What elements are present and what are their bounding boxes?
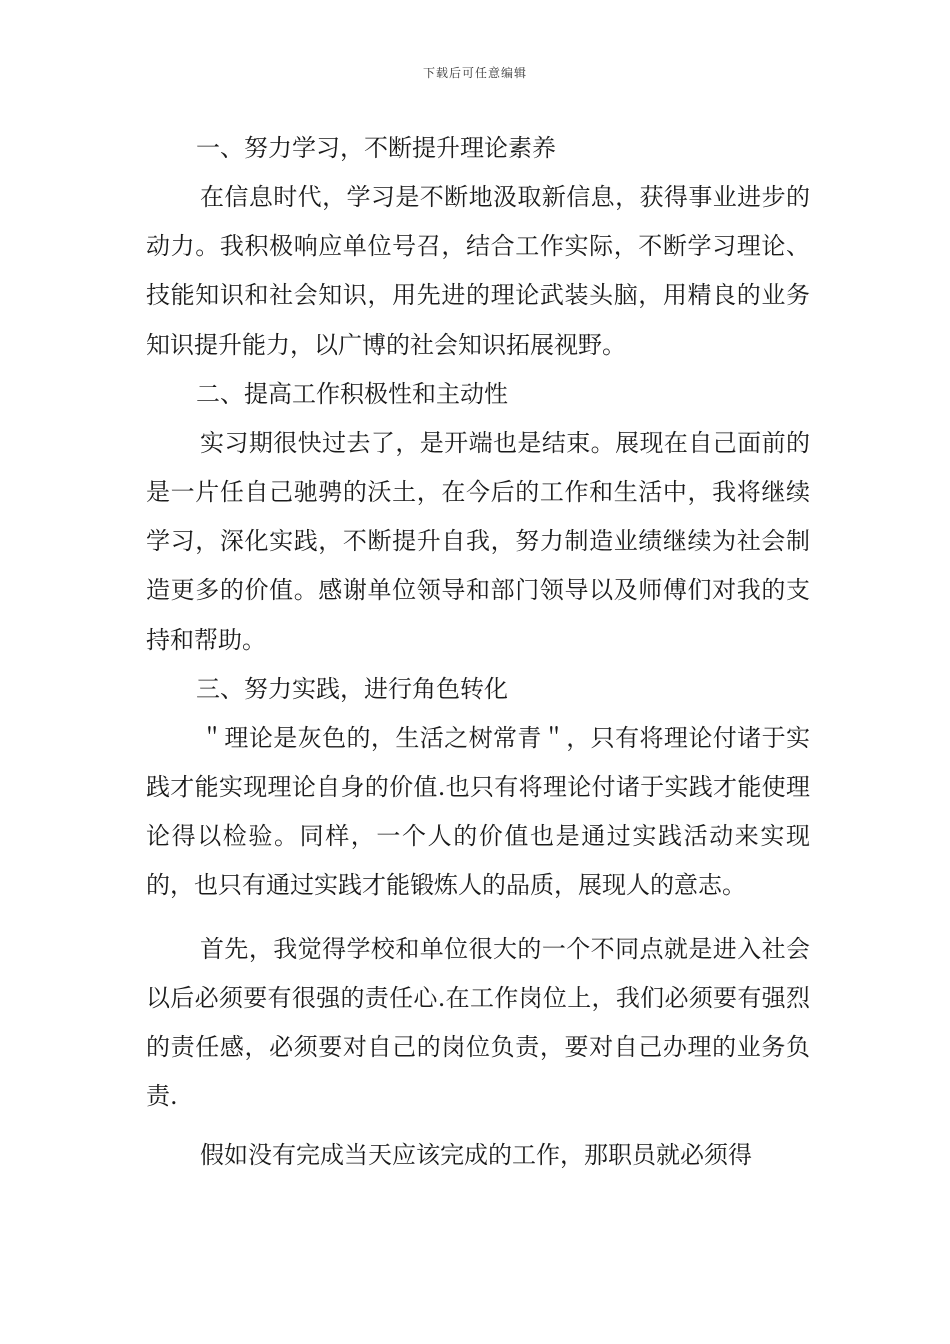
paragraph-2: 实习期很快过去了，是开端也是结束。展现在自己面前的是一片任自己驰骋的沃土，在今后的工作和生活中，我将继续学习，深化实践，不断提升自我，努力制造业绩继续为社会制造更多的价值。感谢单位领导和部门领导以及师傅们对我的支持和帮助。 [146,428,810,654]
header-note: 下载后可任意编辑 [422,66,527,80]
paragraph-3: ＂理论是灰色的，生活之树常青＂，只有将理论付诸于实践才能实现理论自身的价值.也只有将理论付诸于实践才能使理论得以检验。同样，一个人的价值也是通过实践活动来实现的，也只有通过实践才能锻炼人的品质，展现人的意志。 [146,723,810,900]
section-heading-2: 二、提高工作积极性和主动性 [196,379,508,408]
document-body [146,124,810,1181]
section-heading-3: 三、努力实践，进行角色转化 [196,674,508,703]
section-heading-1: 一、努力学习，不断提升理论素养 [196,134,556,162]
paragraph-1: 在信息时代，学习是不断地汲取新信息，获得事业进步的动力。我积极响应单位号召，结合工作实际，不断学习理论、技能知识和社会知识，用先进的理论武装头脑，用精良的业务知识提升能力，以广博的社会知识拓展视野。 [146,183,810,359]
paragraph-5: 假如没有完成当天应该完成的工作，那职员就必须得 [200,1141,752,1170]
paragraph-4: 首先，我觉得学校和单位很大的一个不同点就是进入社会以后必须要有很强的责任心.在工作岗位上，我们必须要有强烈的责任感，必须要对自己的岗位负责，要对自己办理的业务负责. [146,934,810,1111]
